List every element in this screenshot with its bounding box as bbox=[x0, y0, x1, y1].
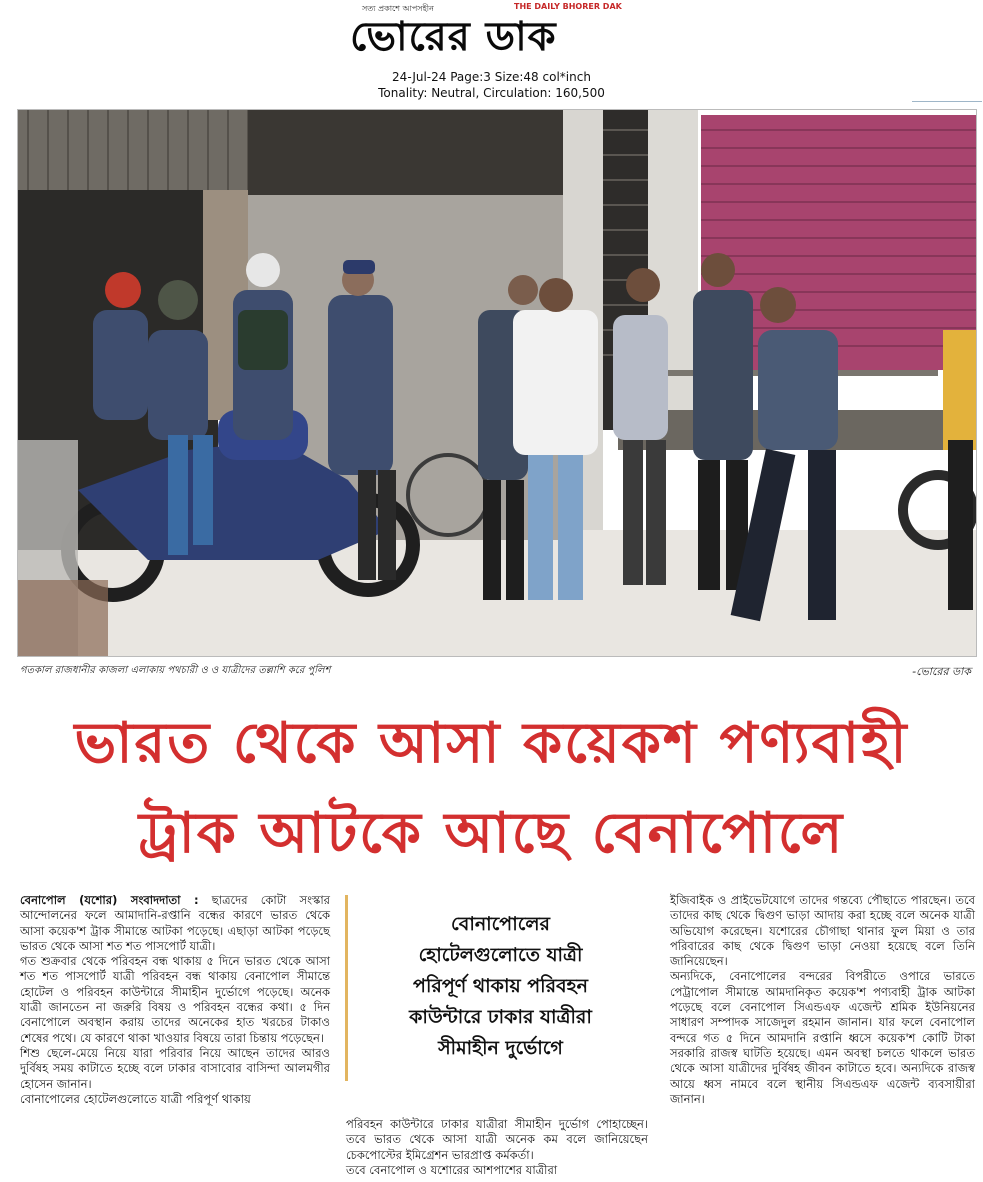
article-column-2 bbox=[346, 1117, 648, 1178]
article-paragraph bbox=[20, 893, 330, 954]
dateline: বেনাপোল (যশোর) সংবাদদাতা : bbox=[20, 893, 199, 907]
pull-quote-line: পরিপূর্ণ থাকায় পরিবহন bbox=[413, 975, 588, 997]
article-paragraph: তবে বেনাপোল ও যশোরের আশপাশের যাত্রীরা bbox=[346, 1162, 558, 1177]
header-rule bbox=[912, 101, 982, 102]
photo-credit: -ভোরের ডাক bbox=[912, 665, 971, 678]
headline-line-2: ট্রাক আটকে আছে বেনাপোলে bbox=[138, 801, 845, 866]
pull-quote bbox=[345, 895, 653, 1081]
article-paragraph: অন্যদিকে, বেনাপোলের বন্দরের বিপরীতে ওপারে ভারতে পেট্রাপোল সীমান্তে আমদানিকৃত কয়েক'শ পণ্যবাহী ট্রাক আটকা পড়েছে বলে বেনাপোল সিএন্ডএফ এজেন্ট শ্রমিক ইউনিয়নের সাধারণ সম্পাদক সাজেদুল রহমান জানান। যার ফলে বেনাপোল বন্দরে গত ৫ দিনে আমদানি রপ্তানি ধ্বসে কয়েক'শ কোটি টাকা সরকারি রাজস্ব ঘাটতি হয়েছে। এমন অবস্থা চলতে থাকলে ভারত থেকে আসা যাত্রীদের দুর্বিষহ জীবন কাটাতে হবে। অন্যদিকে রাজস্ব আয়ে ধ্বস নামবে বলে স্থানীয় সিএন্ডএফ এজেন্ট ব্যবসায়ীরা জানান। bbox=[670, 969, 975, 1106]
news-photo bbox=[17, 109, 977, 657]
article-paragraph: শিশু ছেলে-মেয়ে নিয়ে যারা পরিবার নিয়ে আছেন তাদের আরও দুর্বিষহ সময় কাটাতে হচ্ছে বলে ঢাকার বাসাবোর বাসিন্দা আলমগীর হোসেন জানান। bbox=[20, 1045, 330, 1091]
article-column-3 bbox=[670, 893, 975, 1107]
pull-quote-line: বোনাপোলের bbox=[451, 913, 550, 935]
pull-quote-line: সীমাহীন দুর্ভোগে bbox=[438, 1037, 563, 1059]
photo-caption: গতকাল রাজধানীর কাজলা এলাকায় পথচারী ও ও যাত্রীদের তল্লাশি করে পুলিশ bbox=[20, 665, 331, 676]
tagline: সত্য প্রকাশে আপসহীন bbox=[362, 4, 434, 13]
pull-quote-line: হোটেলগুলোতে যাত্রী bbox=[418, 944, 583, 966]
article-paragraph: পরিবহন কাউন্টারে ঢাকার যাত্রীরা সীমাহীন দুর্ভোগ পোহাচ্ছেন। তবে ভারত থেকে আসা যাত্রী অনেক কম বলে জানিয়েছেন চেকপোস্টের ইমিগ্রেশন ভারপ্রাপ্ত কর্মকর্তা। bbox=[346, 1117, 648, 1162]
headline-line-1: ভারত থেকে আসা কয়েকশ পণ্যবাহী bbox=[74, 711, 909, 776]
clipping-meta-tonality: Tonality: Neutral, Circulation: 160,500 bbox=[378, 86, 605, 100]
article-paragraph: গত শুক্রবার থেকে পরিবহন বন্ধ থাকায় ৫ দিনে ভারত থেকে আসা শত শত পাসপোর্ট যাত্রী পরিবহন বন্ধ থাকায় বেনাপোল সীমান্তে হোটেল ও পরিবহন কাউন্টারে সীমাহীন দুর্ভোগে পড়েছে। অনেক যাত্রী জানতেন না জরুরি বিষয় ও পরিবহন বন্ধের কথা। ৫ দিন বেনাপোলে অবস্থান করায় তাদের অনেকের হাত খরচের টাকাও শেষের পথে। যে কারণে থাকা খাওয়ার বিষয়ে তারা চিন্তায় পড়েছেন। bbox=[20, 954, 330, 1045]
pull-quote-line: কাউন্টারে ঢাকার যাত্রীরা bbox=[409, 1006, 592, 1028]
article-column-1 bbox=[20, 893, 330, 1107]
newspaper-logo bbox=[350, 12, 635, 62]
article-paragraph: ইজিবাইক ও প্রাইভেটযোগে তাদের গন্তব্যে পৌছাতে পারছেন। তবে তাদের কাছ থেকে দ্বিগুণ ভাড়া আদায় করা হচ্ছে বলে অনেক যাত্রী অভিযোগ করেছেন। যশোরের চৌগাছা থানার ফুল মিয়া ও তার পরিবারের কাছ থেকে দ্বিগুণ ভাড়া নেওয়া হয়েছে বলে তিনি জানিয়েছেন। bbox=[670, 893, 975, 969]
masthead bbox=[0, 0, 983, 108]
logo-text: ভোরের ডাক bbox=[350, 13, 557, 60]
paragraph-text: ছাত্রদের কোটা সংস্কার আন্দোলনের ফলে আমাদানি-রপ্তানি বন্ধের কারণে ভারত থেকে আসা কয়েক'শ ট্রাক সীমান্তে আটকা পড়েছে। এছাড়া আটকা পড়েছে ভারত থেকে আসা শত শত পাসপোর্ট যাত্রী। bbox=[20, 893, 331, 953]
article-paragraph: বোনাপোলের হোটেলগুলোতে যাত্রী পরিপূর্ণ থাকায় bbox=[20, 1091, 251, 1106]
pull-quote-text bbox=[348, 909, 653, 1064]
clipping-meta-size: 24-Jul-24 Page:3 Size:48 col*inch bbox=[392, 70, 591, 84]
english-name: THE DAILY BHORER DAK bbox=[514, 2, 622, 11]
